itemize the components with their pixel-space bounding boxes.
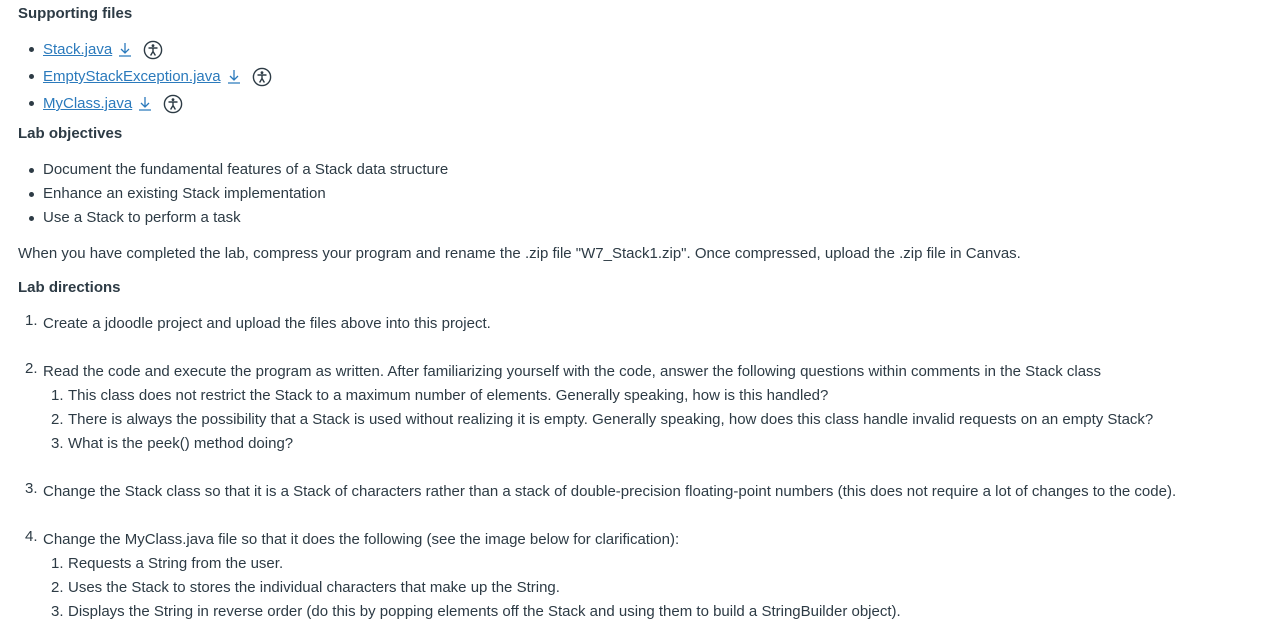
- accessibility-icon[interactable]: [143, 40, 163, 60]
- step-number: 1.: [25, 312, 38, 329]
- sub-task-list: [43, 552, 1264, 624]
- objective-item: Enhance an existing Stack implementation: [18, 182, 1264, 206]
- file-item-emptystackexception: [18, 63, 1264, 90]
- accessibility-icon[interactable]: [252, 67, 272, 87]
- sub-item: [43, 384, 1264, 408]
- sub-item: [43, 408, 1264, 432]
- sub-question-list: [43, 384, 1264, 456]
- step-text: Change the MyClass.java file so that it does the following (see the image below for clarification):: [43, 531, 680, 548]
- direction-step-2: [18, 360, 1264, 456]
- download-icon[interactable]: [226, 69, 242, 85]
- file-link-stack[interactable]: Stack.java: [43, 41, 113, 58]
- objectives-list: [18, 158, 1264, 230]
- step-number: 3.: [25, 480, 38, 497]
- sub-text: There is always the possibility that a Stack is used without realizing it is empty. Generally speaking, how does this class handle invalid requests on an empty Stack?: [68, 411, 1154, 428]
- objective-item: Document the fundamental features of a Stack data structure: [18, 158, 1264, 182]
- direction-step-3: [18, 480, 1264, 504]
- sub-number: 2.: [51, 579, 64, 596]
- accessibility-icon[interactable]: [163, 94, 183, 114]
- file-link-emptystackexception[interactable]: EmptyStackException.java: [43, 68, 221, 85]
- file-item-myclass: [18, 90, 1264, 117]
- direction-step-4: [18, 528, 1264, 624]
- step-number: 4.: [25, 528, 38, 545]
- supporting-files-list: [18, 36, 1264, 117]
- lab-directions-heading: Lab directions: [18, 279, 121, 296]
- download-icon[interactable]: [117, 42, 133, 58]
- step-number: 2.: [25, 360, 38, 377]
- sub-text: This class does not restrict the Stack to a maximum number of elements. Generally speaking, how is this handled?: [68, 387, 829, 404]
- sub-text: What is the peek() method doing?: [68, 435, 294, 452]
- sub-number: 3.: [51, 603, 64, 620]
- sub-text: Displays the String in reverse order (do this by popping elements off the Stack and using them to build a StringBuilder object).: [68, 603, 901, 620]
- sub-item: [43, 600, 1264, 624]
- step-text: Create a jdoodle project and upload the files above into this project.: [43, 315, 491, 332]
- file-link-myclass[interactable]: MyClass.java: [43, 95, 133, 112]
- sub-number: 2.: [51, 411, 64, 428]
- sub-number: 3.: [51, 435, 64, 452]
- submission-instructions: When you have completed the lab, compress your program and rename the .zip file "W7_Stack1.zip". Once compressed, upload the .zip file in Canvas.: [18, 245, 1021, 262]
- step-text: Read the code and execute the program as written. After familiarizing yourself with the code, answer the following questions within comments in the Stack class: [43, 363, 1102, 380]
- download-icon[interactable]: [137, 96, 153, 112]
- file-item-stack: [18, 36, 1264, 63]
- sub-item: [43, 552, 1264, 576]
- sub-item: [43, 576, 1264, 600]
- step-text: Change the Stack class so that it is a Stack of characters rather than a stack of double-precision floating-point numbers (this does not require a lot of changes to the code).: [43, 483, 1177, 500]
- direction-step-1: [18, 312, 1264, 336]
- lab-objectives-heading: Lab objectives: [18, 125, 123, 142]
- sub-text: Requests a String from the user.: [68, 555, 284, 572]
- sub-number: 1.: [51, 387, 64, 404]
- sub-item: [43, 432, 1264, 456]
- sub-number: 1.: [51, 555, 64, 572]
- sub-text: Uses the Stack to stores the individual characters that make up the String.: [68, 579, 560, 596]
- supporting-files-heading: Supporting files: [18, 5, 133, 22]
- directions-list: [18, 312, 1264, 624]
- objective-item: Use a Stack to perform a task: [18, 206, 1264, 230]
